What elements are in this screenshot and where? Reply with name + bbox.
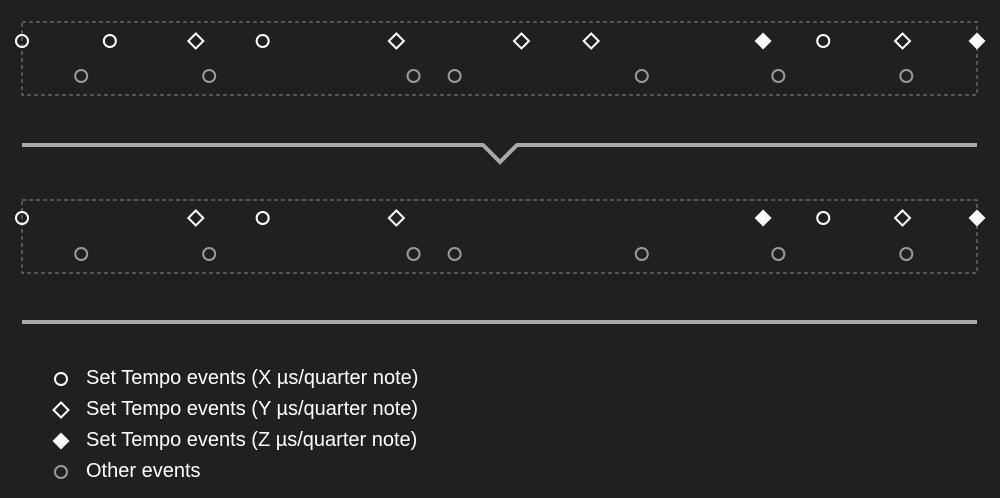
other-event-marker xyxy=(408,70,420,82)
other-event-marker xyxy=(636,70,648,82)
legend-item-other xyxy=(50,456,418,487)
other-event-marker xyxy=(203,248,215,260)
tempo-z-event-marker xyxy=(755,33,772,50)
tempo-x-event-marker xyxy=(257,35,269,47)
circle-outline-icon xyxy=(50,368,72,390)
tempo-y-event-marker xyxy=(389,34,404,49)
tempo-z-event-marker xyxy=(755,210,772,227)
other-event-marker xyxy=(449,70,461,82)
legend-item-tempo-z xyxy=(50,425,418,456)
tempo-y-event-marker xyxy=(389,211,404,226)
tempo-y-event-marker xyxy=(188,211,203,226)
other-event-marker xyxy=(900,248,912,260)
other-event-marker xyxy=(75,248,87,260)
other-event-marker xyxy=(75,70,87,82)
tempo-y-event-marker xyxy=(584,34,599,49)
other-event-marker xyxy=(449,248,461,260)
legend-label: Other events xyxy=(86,460,201,482)
track-after xyxy=(16,210,986,261)
tempo-y-event-marker xyxy=(188,34,203,49)
legend xyxy=(50,363,418,487)
track-after-frame xyxy=(22,200,977,273)
tempo-x-event-marker xyxy=(257,212,269,224)
transform-arrow-separator xyxy=(22,145,977,162)
tempo-x-event-marker xyxy=(817,212,829,224)
other-event-marker xyxy=(900,70,912,82)
other-event-marker xyxy=(203,70,215,82)
legend-label: Set Tempo events (Z µs/quarter note) xyxy=(86,429,418,451)
tempo-y-event-marker xyxy=(514,34,529,49)
legend-item-tempo-y xyxy=(50,394,418,425)
track-before-frame xyxy=(22,22,977,95)
tempo-x-event-marker xyxy=(104,35,116,47)
track-before xyxy=(16,33,986,83)
tempo-x-event-marker xyxy=(817,35,829,47)
tempo-z-event-marker xyxy=(969,33,986,50)
other-event-marker xyxy=(772,70,784,82)
tempo-z-event-marker xyxy=(969,210,986,227)
diamond-filled-icon xyxy=(50,430,72,452)
circle-gray-icon xyxy=(50,461,72,483)
other-event-marker xyxy=(636,248,648,260)
diamond-outline-icon xyxy=(50,399,72,421)
other-event-marker xyxy=(772,248,784,260)
tempo-y-event-marker xyxy=(895,34,910,49)
other-event-marker xyxy=(408,248,420,260)
tempo-y-event-marker xyxy=(895,211,910,226)
legend-label: Set Tempo events (Y µs/quarter note) xyxy=(86,398,419,420)
legend-label: Set Tempo events (X µs/quarter note) xyxy=(86,367,419,389)
legend-item-tempo-x xyxy=(50,363,418,394)
